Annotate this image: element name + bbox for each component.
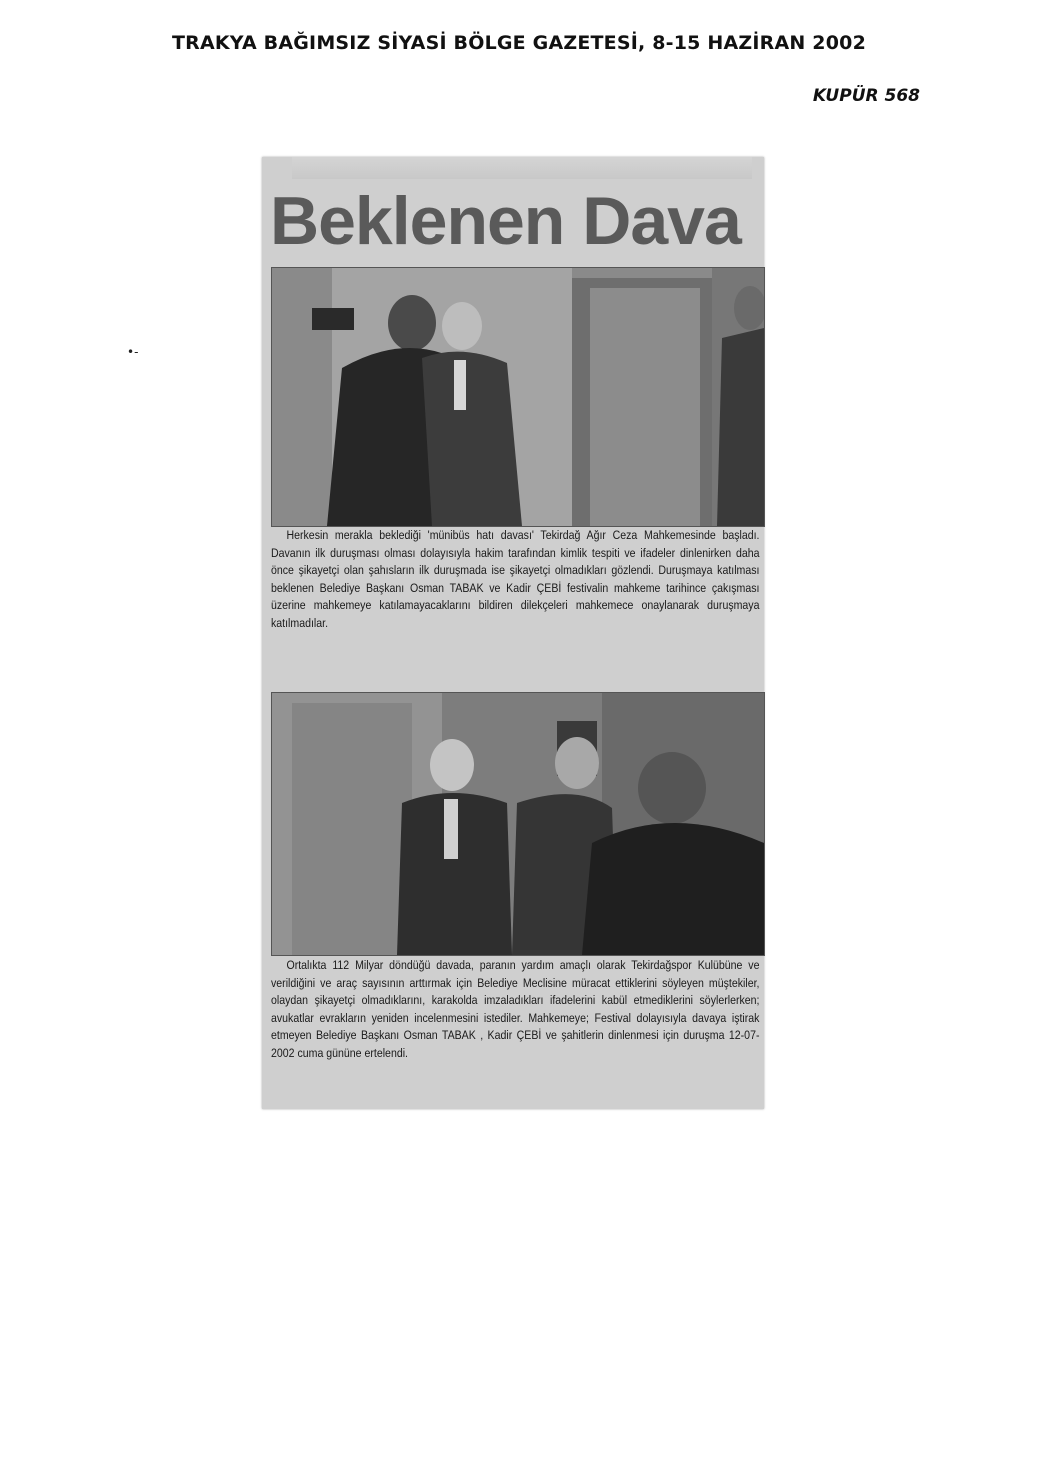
stray-mark: •-	[127, 345, 139, 359]
clip-number: KUPÜR 568	[812, 86, 920, 106]
photo-2-illustration	[272, 693, 764, 955]
publication-header: TRAKYA BAĞIMSIZ SİYASİ BÖLGE GAZETESİ, 8-15 HAZİRAN 2002	[171, 32, 866, 54]
photo-2-caption: Ortalıkta 112 Milyar döndüğü davada, paranın yardım amaçlı olarak Tekirdağspor Kulübüne ve verildiğini ve araç sayısının arttırmak için Belediye Meclisine müracat ettiklerini söyleyen müştekiler, olaydan şikayetçi olmadıklarını, karakolda imzaladıkları ifadelerini kabül etmediklerini söylerlerken; avukatlar evrakların yeniden incelenmesini istediler. Mahkemeye; Festival dolayısıyla davaya iştirak etmeyen Belediye Başkanı Osman TABAK , Kadir ÇEBİ ve şahitlerin dinlenmesi için duruşma 12-07-2002 cuma gününe ertelendi.	[271, 958, 760, 1060]
newspaper-clipping	[262, 157, 764, 1109]
headline-bleed-through	[292, 157, 752, 179]
article-photo-2	[271, 692, 765, 956]
article-headline: Beklenen Dava	[270, 183, 741, 259]
article-photo-1	[271, 267, 765, 527]
photo-1-illustration	[272, 268, 764, 526]
photo-1-caption: Herkesin merakla beklediği 'münibüs hatı davası' Tekirdağ Ağır Ceza Mahkemesinde başladı. Davanın ilk duruşması olması dolayısıyla hakim tarafından kimlik tespiti ve ifadeler dinlenirken daha önce şikayetçi olan şahısların ilk duruşmada ise şikayetçi olmadıkları gözlendi. Duruşmaya katılması beklenen Belediye Başkanı Osman TABAK ve Kadir ÇEBİ festivalin mahkeme tarihince çakışması üzerine mahkemeye katılamayacaklarını bildiren dilekçeleri mahkemece onaylanarak duruşmaya katılmadılar.	[271, 528, 760, 630]
